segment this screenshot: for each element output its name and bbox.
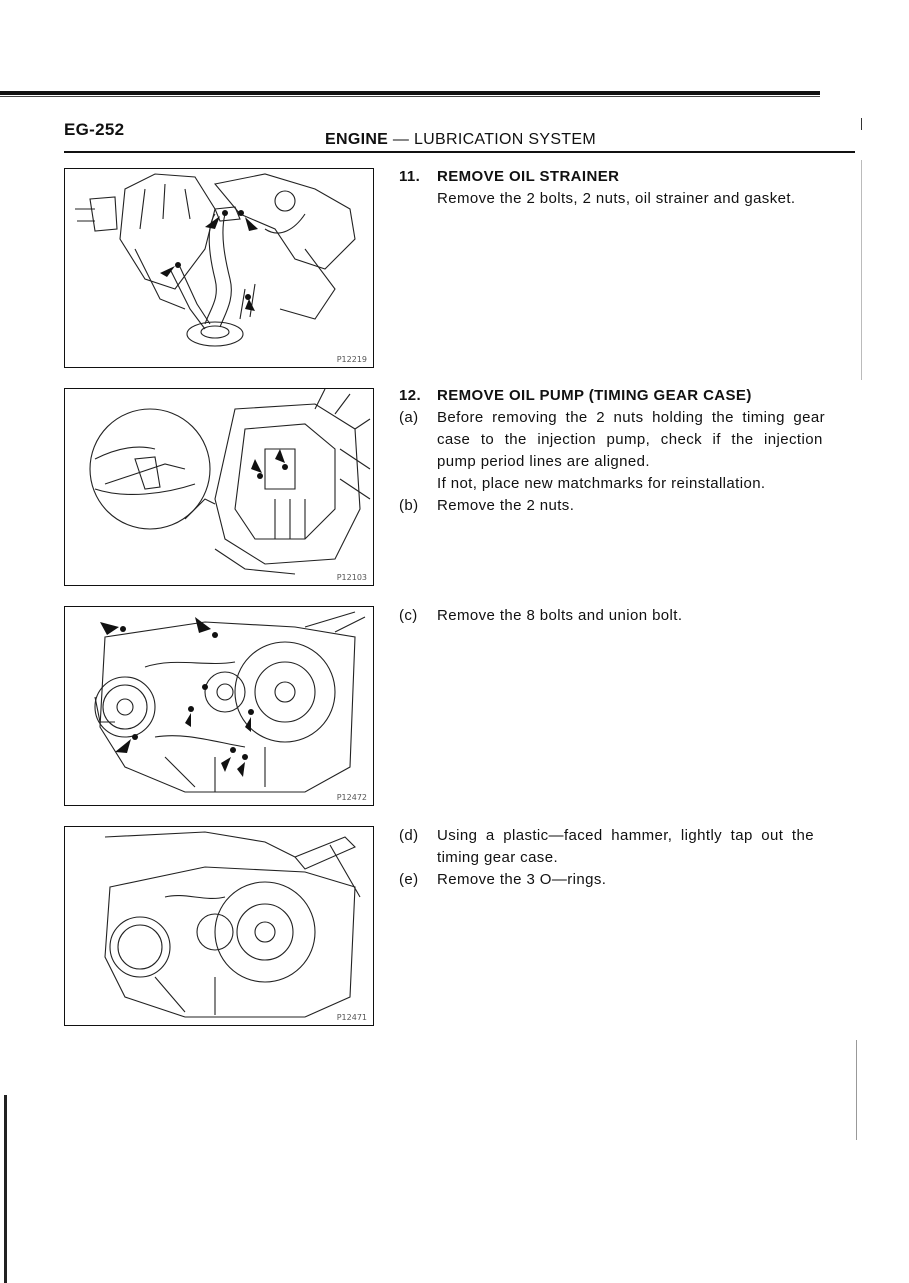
substep-line: Remove the 3 O—rings. [437,871,607,888]
substep-e [399,869,859,891]
oil-strainer-illustration-icon [65,169,373,367]
scan-mark [861,118,862,130]
substep-label: (b) [399,497,419,514]
figure-code: P12471 [336,1013,367,1022]
figure-code: P12103 [336,573,367,582]
substep-line: Using a plastic—faced hammer, lightly tap out the [437,827,814,844]
substep-line: timing gear case. [437,849,559,866]
top-rule-thin [0,96,820,97]
section-title [325,131,596,149]
step-title: REMOVE OIL STRAINER [437,168,620,185]
substep-b [399,495,859,517]
figure-code: P12472 [336,793,367,802]
substep-line: Remove the 8 bolts and union bolt. [437,607,683,624]
substep-d [399,825,859,869]
figure-oil-strainer [64,168,374,368]
substep-label: (e) [399,871,419,888]
step-title: REMOVE OIL PUMP (TIMING GEAR CASE) [437,387,752,404]
substep-a [399,407,859,495]
scan-mark [861,160,862,380]
figure-timing-gear-case-bolts [64,606,374,806]
step-11-text: Remove the 2 bolts, 2 nuts, oil strainer and gasket. [437,190,796,207]
substep-line: case to the injection pump, check if the injection [437,431,823,448]
section-title-rest: — LUBRICATION SYSTEM [388,131,596,148]
page-number: EG-252 [64,120,125,139]
substep-c [399,605,859,627]
scan-edge-bar [4,1095,7,1283]
step-number: 12. [399,387,422,404]
scan-mark [856,1040,857,1140]
substep-line: Before removing the 2 nuts holding the timing gear [437,409,826,426]
substep-label: (c) [399,607,418,624]
timing-gear-case-bolts-illustration-icon [65,607,373,805]
substep-line: pump period lines are aligned. [437,453,650,470]
step-number: 11. [399,168,421,185]
substep-line: Remove the 2 nuts. [437,497,575,514]
substep-line: If not, place new matchmarks for reinstallation. [437,475,766,492]
injection-pump-illustration-icon [65,389,373,585]
substep-label: (d) [399,827,419,844]
substep-label: (a) [399,409,419,426]
figure-injection-pump [64,388,374,586]
header-rule [64,151,855,153]
hammer-tapping-illustration-icon [65,827,373,1025]
top-rule [0,91,820,95]
figure-code: P12219 [336,355,367,364]
section-title-bold: ENGINE [325,131,389,148]
figure-hammer-tapping [64,826,374,1026]
